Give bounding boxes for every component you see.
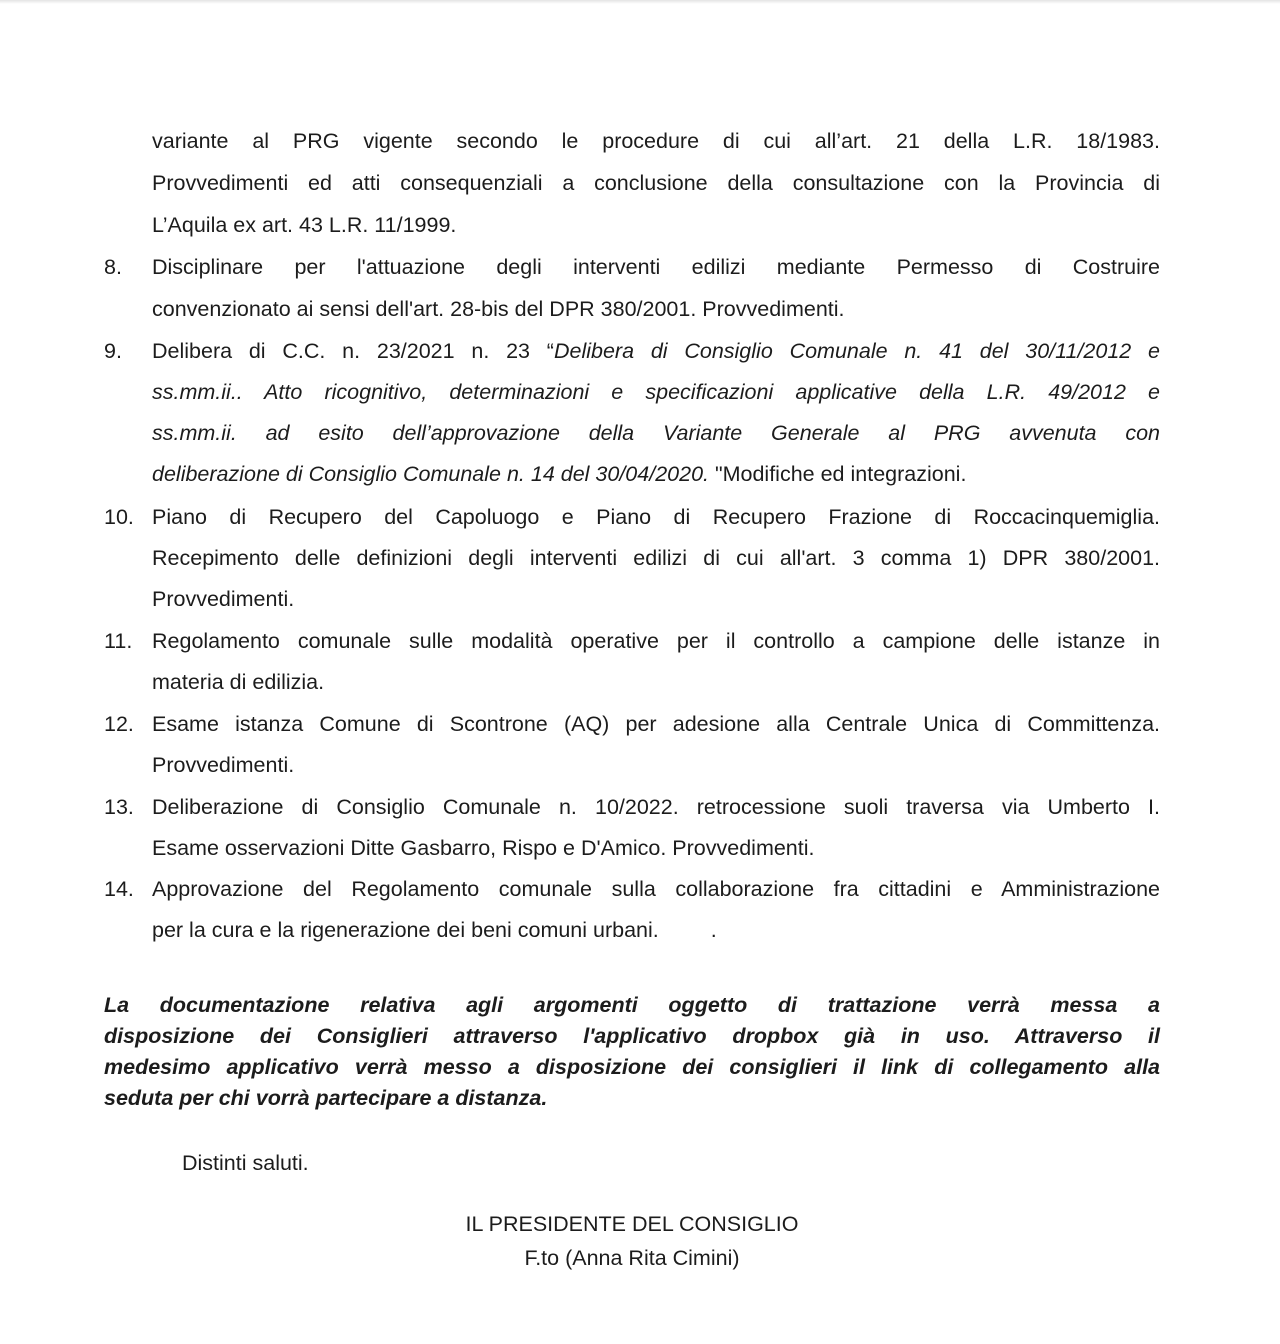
list-item-line: Recepimento delle definizioni degli interventi edilizi di cui all'art. 3 comma 1) DPR 380/2001. — [152, 546, 1160, 570]
signature-title: IL PRESIDENTE DEL CONSIGLIO — [465, 1212, 799, 1236]
closing-text: Distinti saluti. — [182, 1151, 309, 1175]
stray-mark: . — [710, 918, 717, 942]
item-number: 13. — [104, 795, 134, 819]
item-number: 9. — [104, 339, 122, 363]
item-number: 11. — [104, 629, 133, 653]
notice-line: medesimo applicativo verrà messo a disposizione dei consiglieri il link di collegamento alla — [104, 1055, 1160, 1079]
notice-line: disposizione dei Consiglieri attraverso l'applicativo dropbox già in uso. Attraverso il — [104, 1024, 1160, 1048]
list-item-line: Disciplinare per l'attuazione degli interventi edilizi mediante Permesso di Costruire — [152, 255, 1160, 279]
list-item-line: deliberazione di Consiglio Comunale n. 14 del 30/04/2020. "Modifiche ed integrazioni. — [152, 462, 967, 486]
notice-line: La documentazione relativa agli argomenti oggetto di trattazione verrà messa a — [104, 993, 1160, 1017]
list-item-line: Provvedimenti. — [152, 753, 295, 777]
continuation-line: L’Aquila ex art. 43 L.R. 11/1999. — [152, 213, 457, 237]
list-item-line: convenzionato ai sensi dell'art. 28-bis del DPR 380/2001. Provvedimenti. — [152, 297, 845, 321]
list-item-line: ss.mm.ii.. Atto ricognitivo, determinazioni e specificazioni applicative della L.R. 49/2012 e — [152, 380, 1160, 404]
list-item-line: Approvazione del Regolamento comunale sulla collaborazione fra cittadini e Amministrazione — [152, 877, 1160, 901]
list-item-line: ss.mm.ii. ad esito dell’approvazione della Variante Generale al PRG avvenuta con — [152, 421, 1160, 445]
notice-line: seduta per chi vorrà partecipare a distanza. — [104, 1086, 548, 1110]
list-item-line: per la cura e la rigenerazione dei beni comuni urbani. . — [152, 918, 717, 942]
continuation-line: Provvedimenti ed atti consequenziali a conclusione della consultazione con la Provincia di — [152, 171, 1160, 195]
item-number: 12. — [104, 712, 134, 736]
list-item-line: Provvedimenti. — [152, 587, 295, 611]
signature-name: F.to (Anna Rita Cimini) — [524, 1246, 740, 1270]
item-number: 14. — [104, 877, 134, 901]
list-item-line: Regolamento comunale sulle modalità operative per il controllo a campione delle istanze in — [152, 629, 1160, 653]
item-number: 8. — [104, 255, 122, 279]
list-item-line: materia di edilizia. — [152, 670, 325, 694]
list-item-line: Piano di Recupero del Capoluogo e Piano di Recupero Frazione di Roccacinquemiglia. — [152, 505, 1160, 529]
list-item-line: Esame istanza Comune di Scontrone (AQ) per adesione alla Centrale Unica di Committenza. — [152, 712, 1160, 736]
list-item-line: Deliberazione di Consiglio Comunale n. 10/2022. retrocessione suoli traversa via Umberto I. — [152, 795, 1160, 819]
continuation-line: variante al PRG vigente secondo le procedure di cui all’art. 21 della L.R. 18/1983. — [152, 129, 1160, 153]
item-number: 10. — [104, 505, 134, 529]
list-item-line: Delibera di C.C. n. 23/2021 n. 23 “Delibera di Consiglio Comunale n. 41 del 30/11/2012 e — [152, 339, 1160, 363]
list-item-line: Esame osservazioni Ditte Gasbarro, Rispo e D'Amico. Provvedimenti. — [152, 836, 815, 860]
